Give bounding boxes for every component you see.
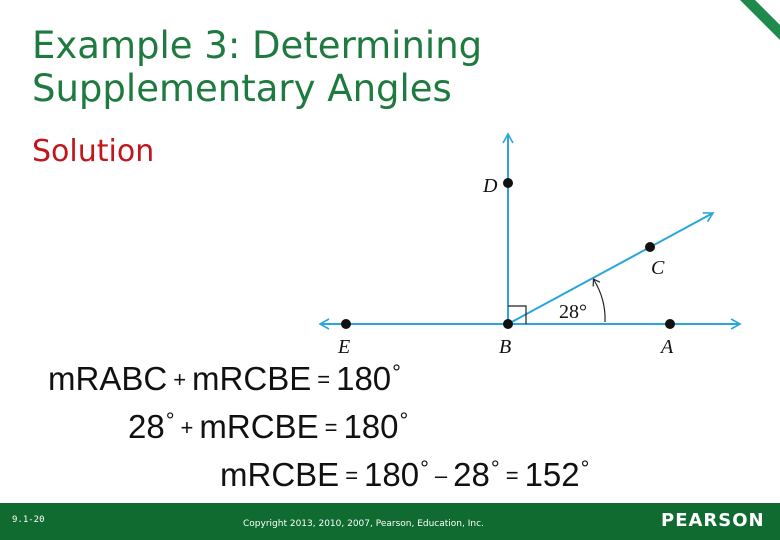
angle-label: 28°	[559, 301, 587, 323]
point-d	[503, 178, 513, 188]
title-line-1: Example 3: Determining	[32, 24, 483, 67]
eq3-equals-1: =	[345, 463, 359, 488]
eq3-angle-cbe: RCBE	[247, 456, 340, 493]
label-e: E	[338, 336, 351, 358]
equation-line-3	[220, 456, 589, 498]
eq3-degree-result: °	[580, 456, 590, 481]
eq3-result: 152	[524, 456, 580, 493]
angle-arc	[594, 280, 605, 322]
slide-subtitle: Solution	[32, 134, 155, 169]
eq2-m: m	[199, 408, 227, 445]
eq1-rhs: 180	[336, 360, 392, 397]
eq2-angle-cbe: RCBE	[226, 408, 319, 445]
eq3-m: m	[220, 456, 248, 493]
eq1-m2: m	[192, 360, 220, 397]
label-b: B	[499, 336, 512, 358]
point-e	[341, 319, 351, 329]
eq1-angle-abc: RABC	[75, 360, 168, 397]
label-c: C	[651, 257, 665, 279]
eq3-degree-b: °	[490, 456, 500, 481]
point-c	[645, 242, 655, 252]
point-b	[503, 319, 513, 329]
eq2-plus: +	[180, 415, 194, 440]
eq2-equals: =	[324, 415, 338, 440]
eq1-degree: °	[392, 360, 401, 385]
pearson-logo: PEARSON	[661, 510, 765, 531]
eq1-m: m	[48, 360, 76, 397]
eq2-degree: °	[399, 408, 409, 433]
eq3-28: 28	[453, 456, 490, 493]
eq1-plus: +	[173, 367, 187, 392]
footer-bar	[0, 503, 780, 540]
copyright-text: Copyright 2013, 2010, 2007, Pearson, Education, Inc.	[243, 519, 484, 529]
eq3-minus: –	[434, 463, 448, 488]
equation-line-1	[48, 360, 401, 402]
slide-number: 9.1-20	[12, 515, 45, 525]
eq2-rhs: 180	[343, 408, 399, 445]
eq3-degree-a: °	[420, 456, 429, 481]
point-a	[665, 319, 675, 329]
equation-line-2	[128, 408, 408, 450]
eq1-equals: =	[317, 367, 331, 392]
eq3-180: 180	[364, 456, 420, 493]
label-d: D	[483, 175, 498, 197]
ray-bc	[508, 213, 713, 324]
eq3-equals-2: =	[505, 463, 519, 488]
eq1-angle-cbe: RCBE	[219, 360, 312, 397]
label-a: A	[661, 336, 674, 358]
eq2-degree-a: °	[165, 408, 175, 433]
title-line-2: Supplementary Angles	[32, 67, 452, 110]
eq2-28: 28	[128, 408, 165, 445]
